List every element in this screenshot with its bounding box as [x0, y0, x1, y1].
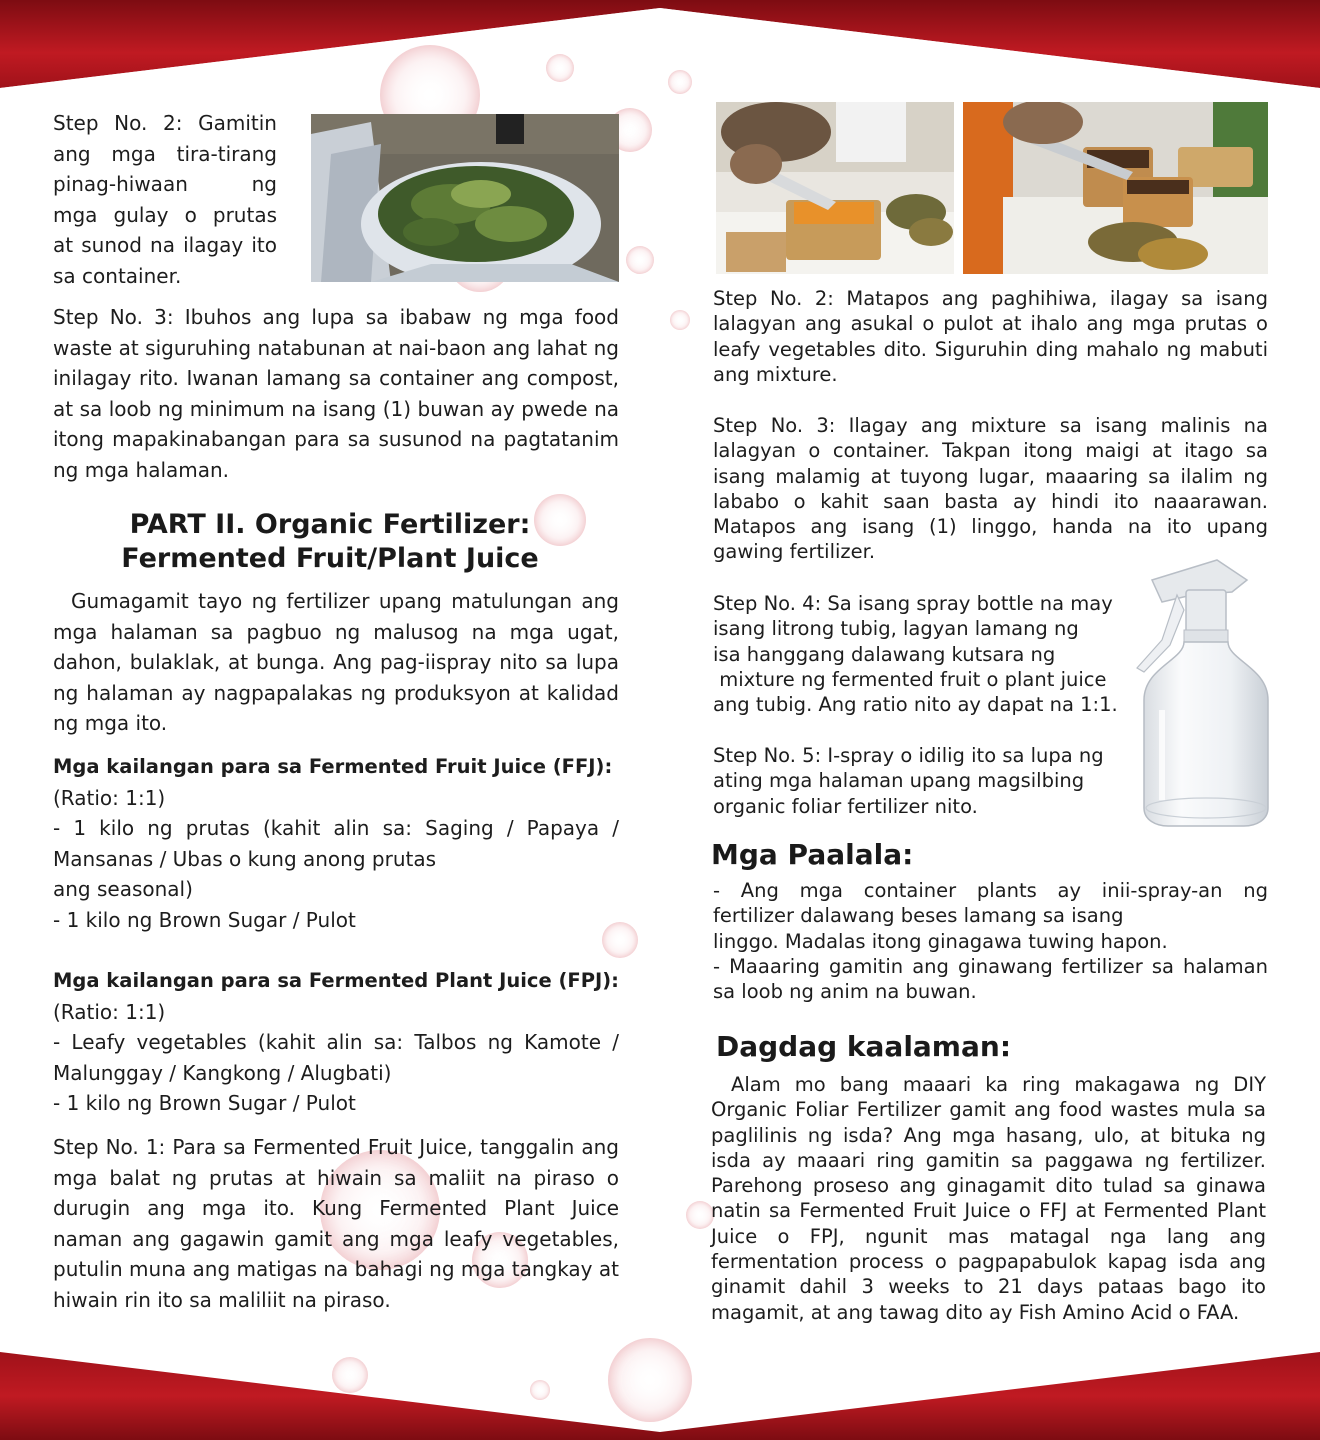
fertilizer-intro-paragraph: Gumagamit tayo ng fertilizer upang matulungan ang mga halaman sa pagbuo ng malusog na mga ugat, dahon, bulaklak, at bunga. Ang pag-iispray nito sa lupa ng halaman ay nagpapalakas ng produksyon at kalidad ng mga ito. — [53, 589, 619, 735]
dagdag-kaalaman-title: Dagdag kaalaman: — [716, 1030, 1012, 1063]
left-intro-block — [53, 586, 619, 739]
right-step4-paragraph — [713, 591, 1143, 717]
dagdag-paragraph: Alam mo bang maaari ka ring makagawa ng DIY Organic Foliar Fertilizer gamit ang food wastes mula sa paglilinis ng isda? Ang mga hasang, ulo, at bituka ng isda ay maaari ring gamitin sa paggawa ng fertilizer. Parehong proseso ang ginagamit dito tulad sa ginawa natin sa Fermented Fruit Juice o FFJ at Fermented Plant Juice o FPJ, ngunit mas matagal nga lang ang fermentation process o pagpapabulok kapag isda ang ginamit dahil 3 weeks to 21 days pataas bago ito magamit, at ang tawag dito ay Fish Amino Acid o FAA. — [711, 1073, 1266, 1324]
paalala-item-1c: linggo. Madalas itong ginagawa tuwing hapon. — [713, 929, 1168, 953]
ffj-ratio: (Ratio: 1:1) — [53, 785, 166, 810]
left-step2-line-3: pinag-hiwaan ng — [53, 172, 277, 196]
right-step5-block — [713, 743, 1143, 819]
cutting-fruit-photo-2 — [963, 102, 1268, 274]
left-step2-line-6: sa container. — [53, 263, 182, 288]
cutting-fruit-photo-1 — [716, 102, 954, 274]
paalala-item-2: - Maaaring gamitin ang ginawang fertilizer sa halaman sa loob ng anim na buwan. — [713, 954, 1268, 1004]
paalala-title: Mga Paalala: — [711, 838, 914, 871]
fpj-ratio: (Ratio: 1:1) — [53, 999, 166, 1024]
ffj-item-fruit: - 1 kilo ng prutas (kahit alin sa: Saging / Papaya / Mansanas / Ubas o kung anong prutas — [53, 816, 619, 871]
dagdag-block — [711, 1072, 1266, 1325]
right-step3-paragraph: Step No. 3: Ilagay ang mixture sa isang malinis na lalagyan o container. Takpan itong maigi at itago sa isang malamig at tuyong lugar, maaaring sa ilalim ng lababo o kahit saan basta ay hindi ito naaarawan. Matapos ang isang (1) linggo, handa na ito upang gawing fertilizer. — [713, 414, 1268, 564]
ffj-heading: Mga kailangan para sa Fermented Fruit Juice (FFJ): — [53, 755, 613, 778]
step4-line-5: ang tubig. Ang ratio nito ay dapat na 1:1. — [713, 693, 1118, 717]
left-step3-paragraph: Step No. 3: Ibuhos ang lupa sa ibabaw ng mga food waste at siguruhing natabunan at nai-baon ang lahat ng inilagay rito. Iwanan lamang sa container ang compost, at sa loob ng minimum na isang (1) buwan ay pwede na itong mapakinabangan para sa susunod na pagtatanim ng mga halaman. — [53, 305, 619, 482]
part-ii-title-line-2: Fermented Fruit/Plant Juice — [121, 543, 539, 574]
left-step3-block — [53, 302, 619, 485]
vegetable-scraps-photo — [311, 114, 619, 282]
paalala-item-1b: fertilizer dalawang beses lamang sa isang — [713, 904, 1124, 928]
step5-line-3: organic foliar fertilizer nito. — [713, 794, 978, 818]
step4-line-3: isa hanggang dalawang kutsara ng — [713, 642, 1056, 666]
step1-paragraph: Step No. 1: Para sa Fermented Fruit Juice, tanggalin ang mga balat ng prutas at hiwain sa maliit na piraso o durugin ang mga ito. Kung Fermented Plant Juice naman ang gagawin gamit ang mga leafy vegetables, putulin muna ang matigas na bahagi ng mga tangkay at hiwain rin ito sa maliliit na piraso. — [53, 1135, 619, 1312]
left-step2-text — [53, 108, 277, 291]
left-step2-paragraph — [53, 108, 277, 291]
right-step2-paragraph: Step No. 2: Matapos ang paghihiwa, ilagay sa isang lalagyan ang asukal o pulot at ihalo ang mga prutas o leafy vegetables dito. Siguruhin ding mahalo ng mabuti ang mixture. — [713, 287, 1268, 386]
ffj-item-fruit-cont: ang seasonal) — [53, 877, 193, 901]
fpj-heading: Mga kailangan para sa Fermented Plant Juice (FPJ): — [53, 969, 619, 992]
part-ii-title — [60, 508, 600, 576]
step4-line-4: mixture ng fermented fruit o plant juice — [713, 667, 1107, 691]
left-step2-line-4: mga gulay o prutas — [53, 202, 277, 227]
ffj-item-sugar: - 1 kilo ng Brown Sugar / Pulot — [53, 907, 356, 932]
fpj-item-leafy: - Leafy vegetables (kahit alin sa: Talbos ng Kamote / Malunggay / Kangkong / Alugbati) — [53, 1030, 619, 1085]
step4-line-2: isang litrong tubig, lagyan lamang ng — [713, 617, 1079, 641]
step5-line-2: ating mga halaman upang magsilbing — [713, 769, 1085, 793]
paalala-item-1a: - Ang mga container plants ay inii-spray-an ng — [713, 879, 1268, 902]
right-step4-block — [713, 591, 1143, 717]
fpj-item-sugar: - 1 kilo ng Brown Sugar / Pulot — [53, 1091, 356, 1115]
spray-bottle-illustration — [1122, 550, 1282, 830]
right-step5-paragraph — [713, 743, 1143, 819]
right-step2-block — [713, 286, 1268, 387]
left-step1-block — [53, 1132, 619, 1315]
left-step2-line-2: ang mga tira-tirang — [53, 141, 277, 166]
right-step3-block — [713, 413, 1268, 565]
ffj-requirements — [53, 752, 619, 935]
part-ii-title-line-1: PART II. Organic Fertilizer: — [129, 509, 531, 540]
left-step2-line-5: at sunod na ilagay ito — [53, 233, 277, 257]
left-step2-line-1: Step No. 2: Gamitin — [53, 111, 277, 135]
fpj-requirements — [53, 966, 619, 1119]
step5-line-1: Step No. 5: I-spray o idilig ito sa lupa ng — [713, 744, 1104, 767]
paalala-block — [713, 878, 1268, 1004]
step4-line-1: Step No. 4: Sa isang spray bottle na may — [713, 592, 1113, 615]
